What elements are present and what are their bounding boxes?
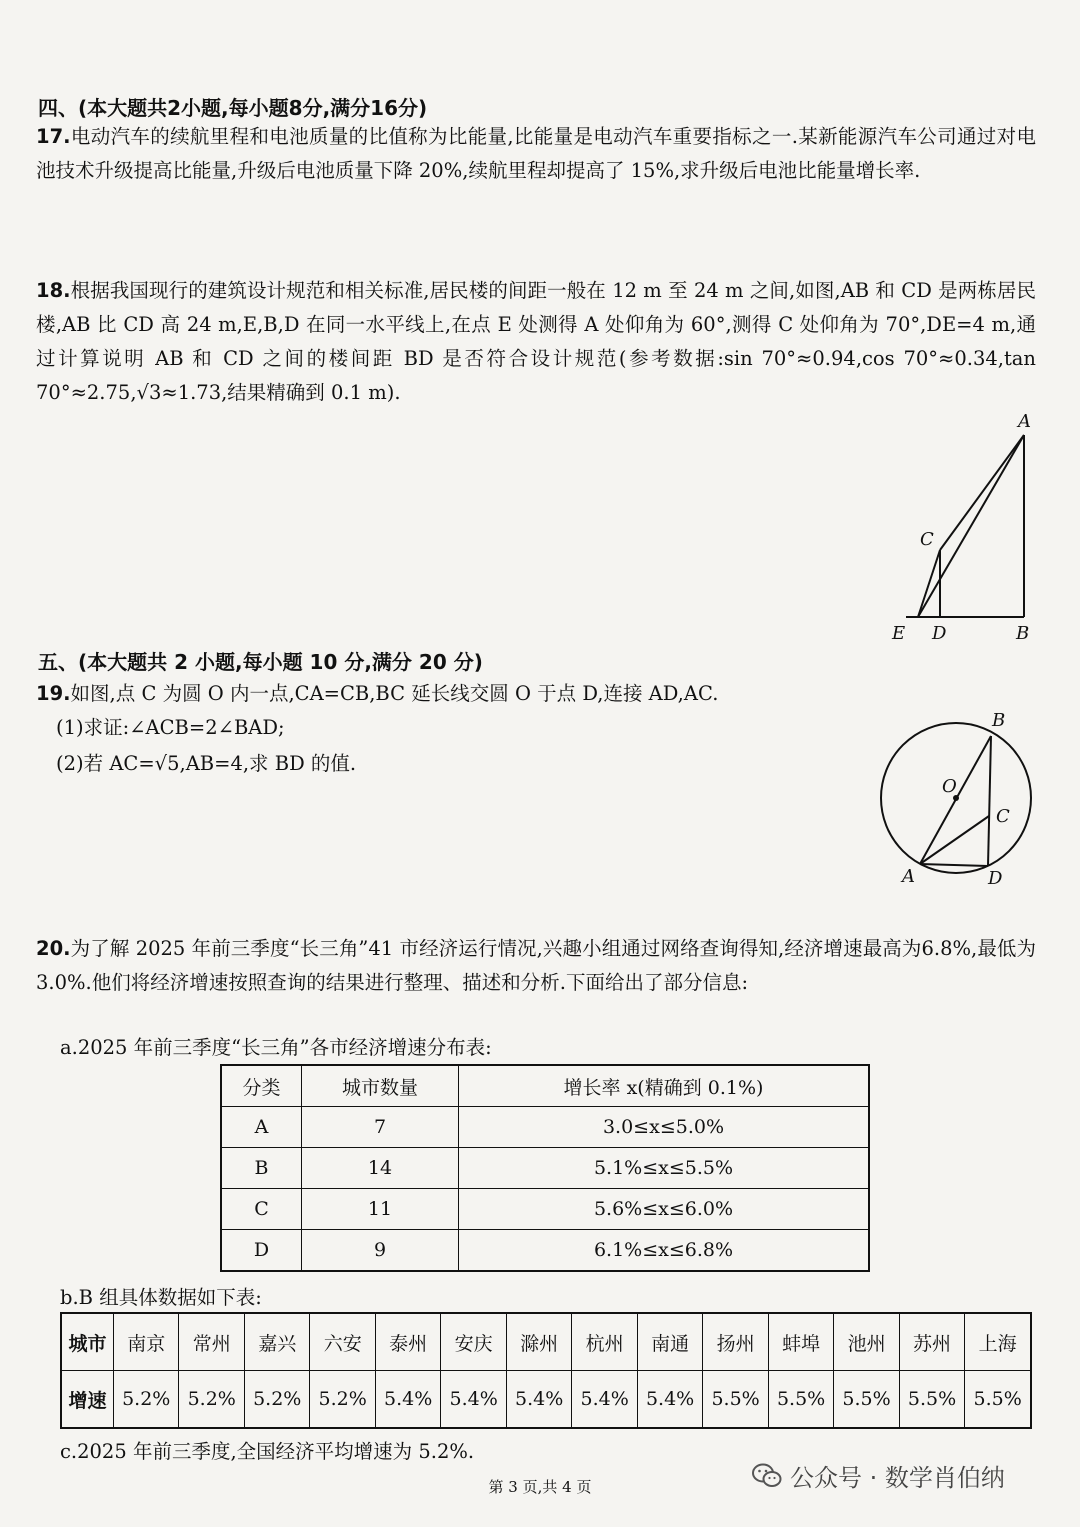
question-19 [36, 678, 718, 706]
rate-cell: 5.2% [179, 1371, 244, 1429]
table-row [221, 1189, 869, 1230]
page-footer: 第 3 页,共 4 页 [488, 1478, 592, 1496]
section-4-title: 四、(本大题共2小题,每小题8分,满分16分) [38, 96, 428, 120]
label-e: E [892, 623, 906, 644]
wechat-icon [752, 1463, 782, 1489]
question-20 [36, 932, 1036, 1000]
segment-ca [940, 435, 1024, 550]
question-19-number: 19. [36, 682, 71, 705]
table-cell: 7 [302, 1107, 459, 1148]
city-cell: 池州 [834, 1313, 899, 1371]
city-cell: 南京 [114, 1313, 179, 1371]
rate-cell: 5.4% [572, 1371, 637, 1429]
question-20-a-label: a.2025 年前三季度“长三角”各市经济增速分布表: [60, 1036, 492, 1059]
rate-cell: 5.5% [965, 1371, 1031, 1429]
question-17-text: 电动汽车的续航里程和电池质量的比值称为比能量,比能量是电动汽车重要指标之一.某新能源汽车公司通过对电池技术升级提高比能量,升级后电池质量下降 20%,续航里程却提高了 15%,求升级后电池比能量增长率. [36, 125, 1036, 182]
watermark-text: 公众号 · 数学肖伯纳 [790, 1464, 1005, 1492]
label-c: C [920, 529, 934, 550]
rate-cell: 5.5% [703, 1371, 768, 1429]
table-cell: D [221, 1230, 302, 1272]
rate-cell: 5.4% [441, 1371, 506, 1429]
question-18-text: 根据我国现行的建筑设计规范和相关标准,居民楼的间距一般在 12 m 至 24 m 之间,如图,AB 和 CD 是两栋居民楼,AB 比 CD 高 24 m,E,B,D 在同一水平线上,在点 E 处测得 A 处仰角为 60°,测得 C 处仰角为 70°,DE=4 m,通过计算说明 AB 和 CD 之间的楼间距 BD 是否符合设计规范(参考数据:sin 70°≈0.94,cos 70°≈0.34,tan 70°≈2.75,√3≈1.73,结果精确到 0.1 m). [36, 279, 1036, 404]
table-cell: A [221, 1107, 302, 1148]
rate-row-header: 增速 [61, 1371, 114, 1429]
rate-cell: 5.5% [768, 1371, 833, 1429]
rate-cell: 5.2% [114, 1371, 179, 1429]
city-cell: 嘉兴 [244, 1313, 309, 1371]
table-row [221, 1107, 869, 1148]
table-cell: 9 [302, 1230, 459, 1272]
city-cell: 蚌埠 [768, 1313, 833, 1371]
question-17 [36, 120, 1036, 188]
segment-ad [920, 864, 988, 866]
rate-cell: 5.5% [834, 1371, 899, 1429]
label-c: C [996, 806, 1010, 827]
label-a: A [902, 866, 915, 887]
table-header-cell: 城市数量 [302, 1065, 459, 1107]
rate-row [61, 1371, 1031, 1429]
table-header-cell: 分类 [221, 1065, 302, 1107]
city-cell: 杭州 [572, 1313, 637, 1371]
rate-cell: 5.4% [375, 1371, 440, 1429]
question-19-part1: (1)求证:∠ACB=2∠BAD; [56, 716, 285, 739]
table-cell: 6.1%≤x≤6.8% [459, 1230, 870, 1272]
table-header-row [221, 1065, 869, 1107]
table-row [221, 1148, 869, 1189]
label-b: B [992, 710, 1006, 731]
city-cell: 苏州 [899, 1313, 964, 1371]
question-17-number: 17. [36, 125, 71, 148]
question-18 [36, 274, 1036, 410]
label-a: A [1018, 411, 1031, 432]
question-20-number: 20. [36, 937, 71, 960]
segment-ac [920, 816, 989, 864]
city-cell: 上海 [965, 1313, 1031, 1371]
city-cell: 六安 [310, 1313, 375, 1371]
growth-distribution-table [220, 1064, 870, 1272]
city-row-header: 城市 [61, 1313, 114, 1371]
segment-bd [988, 736, 991, 866]
question-19-text: 如图,点 C 为圆 O 内一点,CA=CB,BC 延长线交圆 O 于点 D,连接 AD,AC. [70, 682, 719, 705]
city-cell: 安庆 [441, 1313, 506, 1371]
table-row [221, 1230, 869, 1272]
label-b: B [1016, 623, 1030, 644]
table-cell: 11 [302, 1189, 459, 1230]
city-cell: 扬州 [703, 1313, 768, 1371]
table-cell: 5.6%≤x≤6.0% [459, 1189, 870, 1230]
table-cell: 3.0≤x≤5.0% [459, 1107, 870, 1148]
rate-cell: 5.5% [899, 1371, 964, 1429]
section-5-title: 五、(本大题共 2 小题,每小题 10 分,满分 20 分) [38, 650, 483, 674]
label-o: O [942, 776, 957, 797]
rate-cell: 5.2% [310, 1371, 375, 1429]
city-cell: 南通 [637, 1313, 702, 1371]
city-row [61, 1313, 1031, 1371]
question-20-c-label: c.2025 年前三季度,全国经济平均增速为 5.2%. [60, 1440, 475, 1463]
watermark [752, 1458, 1005, 1493]
table-cell: C [221, 1189, 302, 1230]
city-cell: 滁州 [506, 1313, 571, 1371]
table-cell: 14 [302, 1148, 459, 1189]
rate-cell: 5.2% [244, 1371, 309, 1429]
question-20-b-label: b.B 组具体数据如下表: [60, 1286, 262, 1309]
question-18-number: 18. [36, 279, 71, 302]
label-d: D [988, 868, 1003, 889]
table-cell: B [221, 1148, 302, 1189]
label-d: D [932, 623, 947, 644]
question-20-text: 为了解 2025 年前三季度“长三角”41 市经济运行情况,兴趣小组通过网络查询得知,经济增速最高为6.8%,最低为 3.0%.他们将经济增速按照查询的结果进行整理、描述和分析.下面给出了部分信息: [36, 937, 1036, 994]
question-19-part2: (2)若 AC=√5,AB=4,求 BD 的值. [56, 752, 357, 775]
table-cell: 5.1%≤x≤5.5% [459, 1148, 870, 1189]
group-b-table [60, 1312, 1032, 1429]
rate-cell: 5.4% [637, 1371, 702, 1429]
table-header-cell: 增长率 x(精确到 0.1%) [459, 1065, 870, 1107]
city-cell: 泰州 [375, 1313, 440, 1371]
segment-ea [918, 435, 1024, 617]
circle-figure [872, 706, 1047, 891]
city-cell: 常州 [179, 1313, 244, 1371]
rate-cell: 5.4% [506, 1371, 571, 1429]
building-figure [880, 405, 1050, 650]
